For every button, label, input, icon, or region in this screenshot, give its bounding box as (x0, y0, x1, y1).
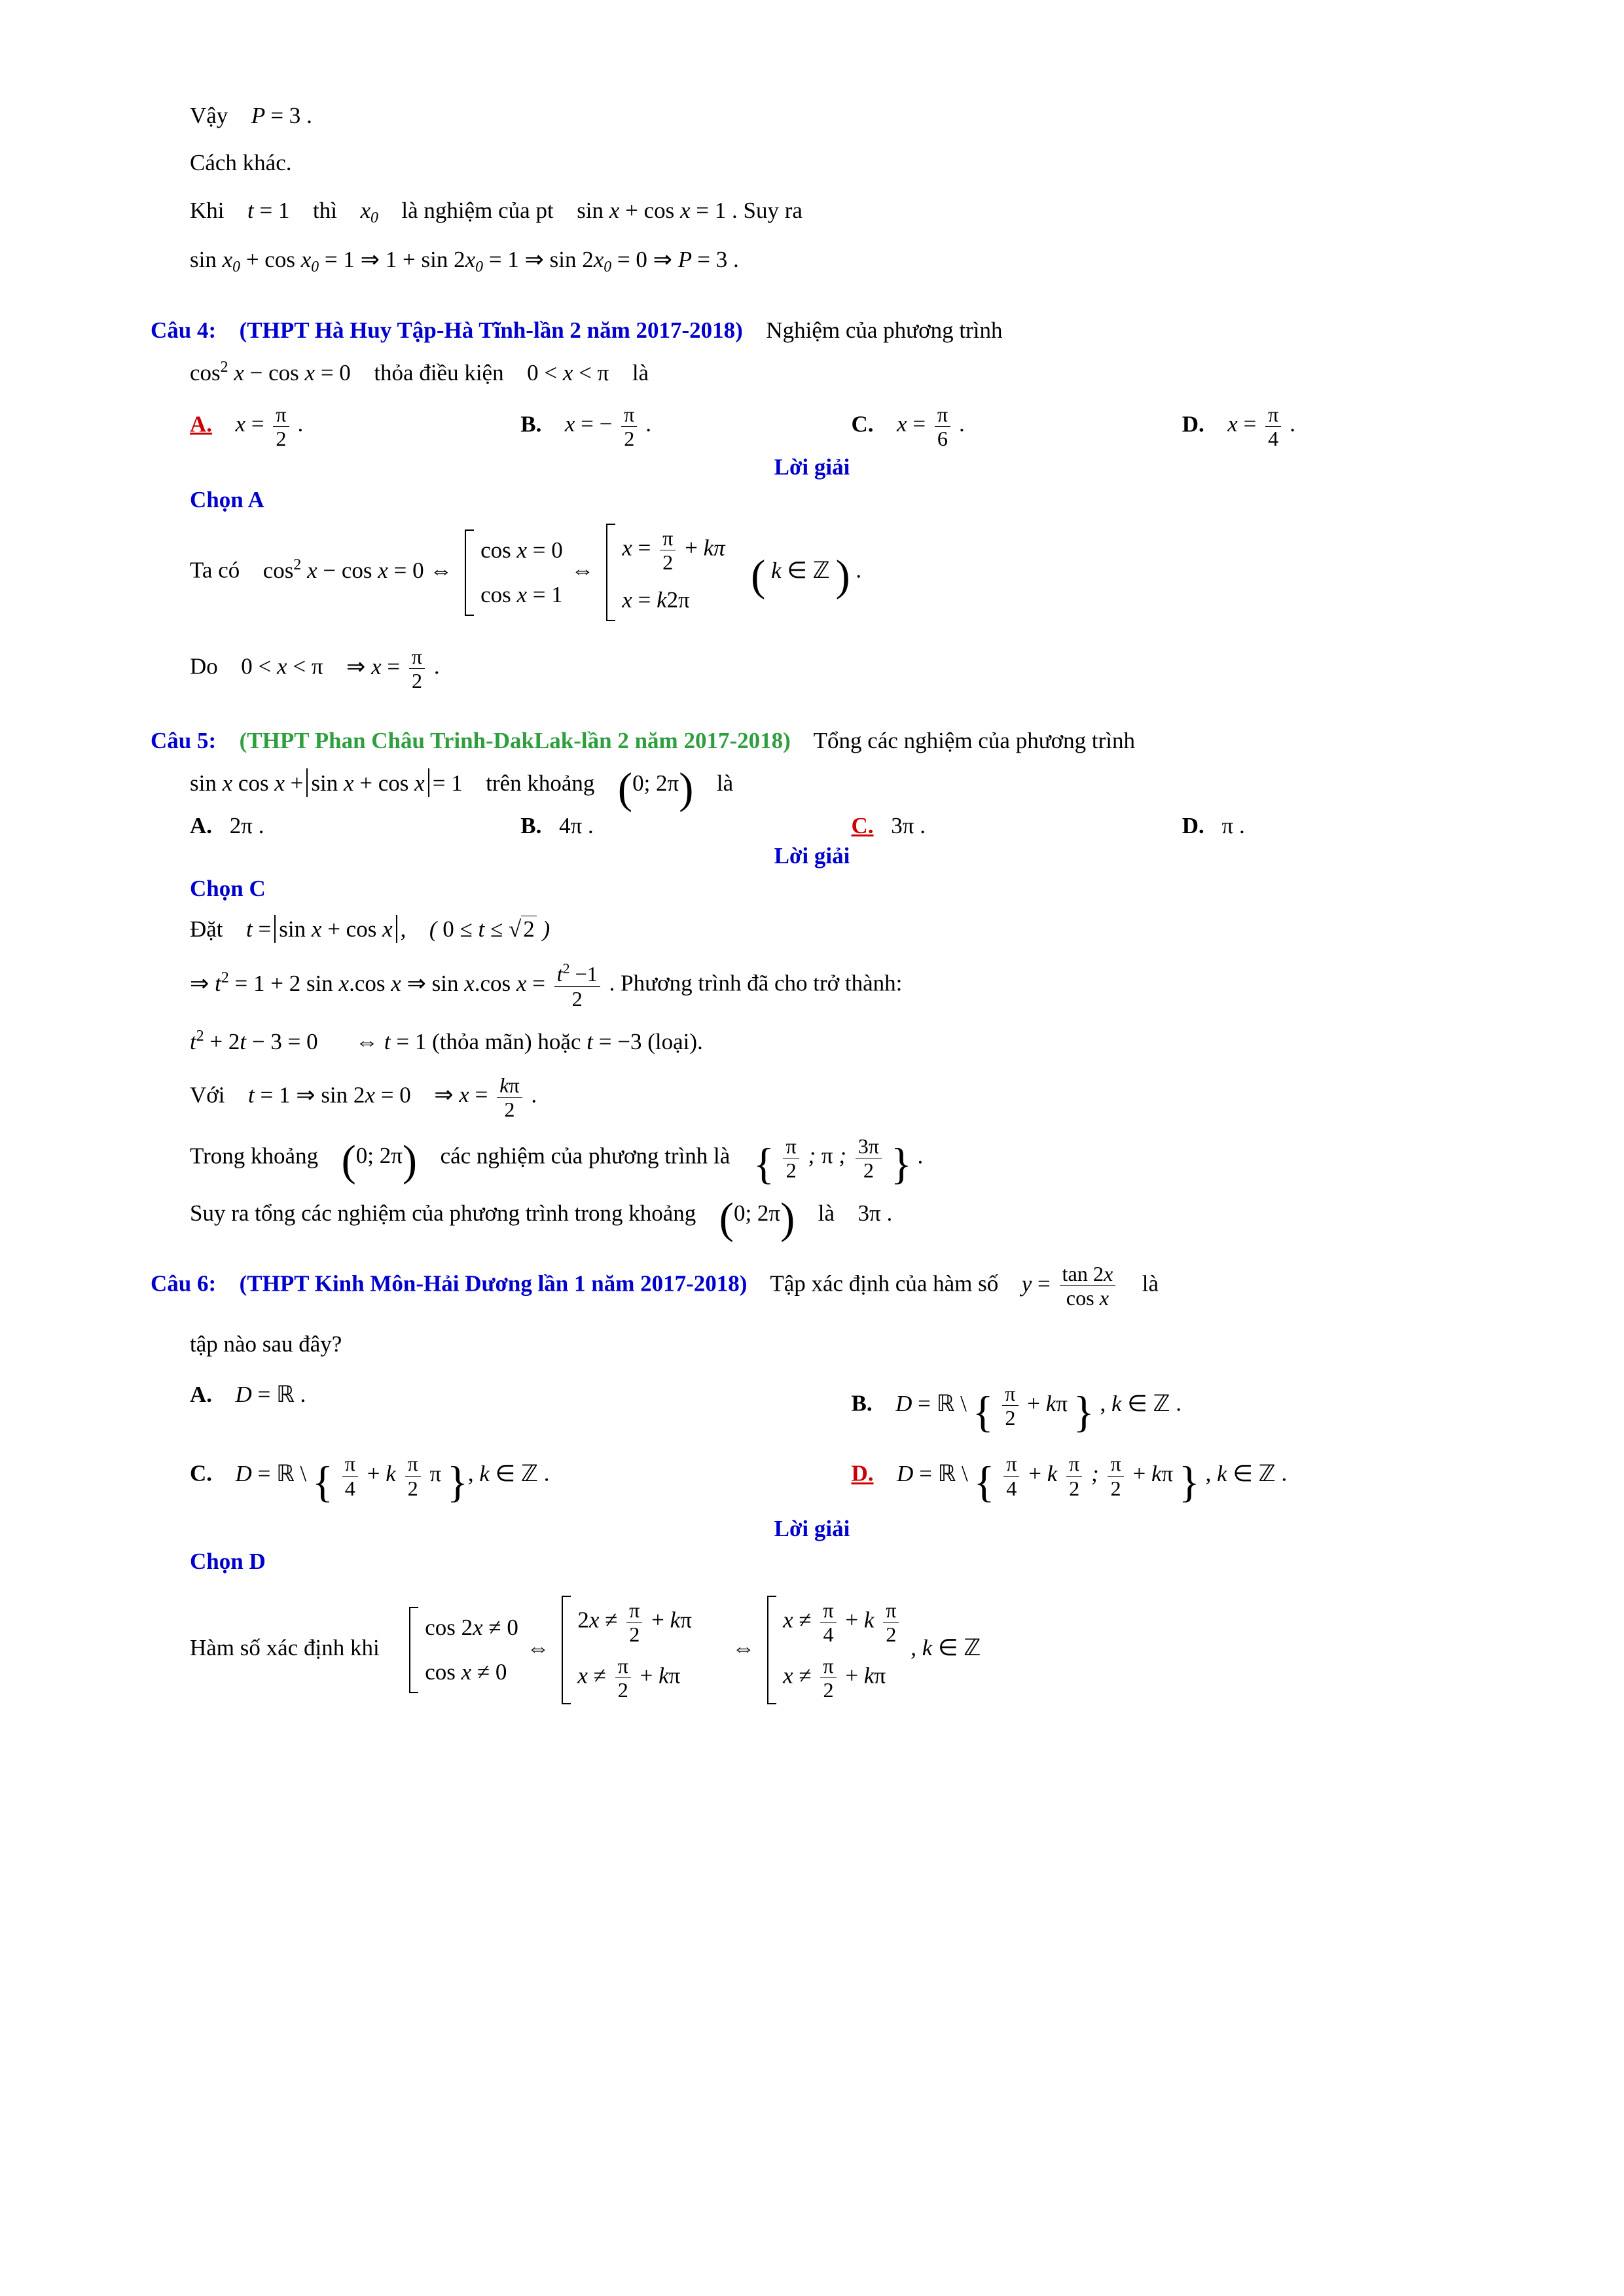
choice-4-c-letter: C. (851, 411, 874, 437)
question-5-solution-line-5: Trong khoảng (0; 2π) các nghiệm của phương trình là { $\frac{\pi}{2}$ ; π ; $\frac{3\pi}{2}$ } . (190, 1134, 924, 1189)
question-4-source: (THPT Hà Huy Tập-Hà Tĩnh-lần 2 năm 2017-2018) (239, 317, 743, 343)
question-6-stem-tail: Tập xác định của hàm số (770, 1270, 999, 1297)
choice-4-b[interactable] (520, 403, 851, 450)
choice-5-b[interactable]: B. 4π . (520, 813, 594, 839)
question-4-stem-tail: Nghiệm của phương trình (766, 317, 1003, 343)
choice-4-c[interactable] (852, 403, 1182, 450)
top-line-3 (190, 193, 1473, 230)
question-6-header (151, 1262, 1473, 1310)
question-5-interval-text: trên khoảng (486, 770, 595, 797)
question-5-stem-line2 (190, 764, 1473, 813)
top-line-4: $\sin x_0 + \cos x_0 = 1$ ⇒ $1 + \sin 2x_0 = 1$ ⇒ $\sin 2x_0 = 0$ ⇒ P = 3 . (190, 246, 739, 276)
question-6-label: Câu 6: (151, 1270, 217, 1297)
question-4-equation: $\cos^2 x - \cos x = 0$ (190, 358, 351, 386)
question-5-stem-tail: Tổng các nghiệm của phương trình (813, 728, 1136, 754)
choice-5-a[interactable]: A. 2π . (190, 813, 264, 839)
question-4-header (151, 312, 1473, 349)
question-4-choices (190, 403, 1513, 450)
choice-5-d-letter: D. (1182, 813, 1204, 839)
choice-4-c-value: x = $\frac{\pi}{6}$ . (897, 402, 965, 450)
question-4-loigiai: Lời giải (774, 454, 850, 480)
question-5-interval: (0; 2π) (617, 764, 694, 813)
question-4-stem-line2 (190, 355, 1473, 391)
question-6-solution-line (190, 1594, 1473, 1706)
choice-6-c-letter: C. (190, 1461, 213, 1487)
question-4-system-2: x = $\frac{\pi}{2}$ + kπ x = k2π (602, 522, 725, 622)
question-6-stem-line2: tập nào sau đây? (190, 1331, 342, 1357)
choice-4-a-letter: A. (190, 411, 213, 437)
question-4-condition: 0 < x < π (527, 359, 609, 386)
top-line-3-d: . Suy ra (732, 197, 803, 223)
question-5-sol5-b: các nghiệm của phương trình là (440, 1143, 731, 1169)
choice-4-b-value: x = − $\frac{\pi}{2}$ . (564, 402, 652, 450)
choice-6-a[interactable]: A. D = ℝ . (190, 1382, 306, 1408)
top-line-3-c: là nghiệm của pt (401, 197, 554, 223)
question-4-chon: Chọn A (190, 486, 264, 512)
choice-4-d-value: x = $\frac{\pi}{4}$ . (1227, 402, 1296, 450)
top-line-1: Vậy P = 3 . (190, 103, 312, 128)
question-6-arrow-2: ⇔ (732, 1634, 755, 1660)
question-5-solution-line-4: Với t = 1 ⇒ sin 2x = 0 ⇒ x = $\frac{k\pi}{2}$ . (190, 1073, 537, 1121)
choice-6-b-letter: B. (851, 1390, 873, 1416)
question-6-la: là (1142, 1270, 1159, 1297)
question-5-sol6-a: Suy ra tổng các nghiệm của phương trình trong khoảng (190, 1200, 696, 1226)
choice-6-d-letter: D. (851, 1461, 874, 1487)
question-6-system-3: x ≠ $\frac{\pi}{4}$ + k $\frac{\pi}{2}$ x ≠ $\frac{\pi}{2}$ + kπ (763, 1594, 902, 1706)
top-line-3-b: thì (312, 197, 337, 223)
choice-6-a-letter: A. (190, 1382, 213, 1408)
choice-5-c-letter: C. (851, 813, 874, 839)
question-5-sol5-a: Trong khoảng (190, 1143, 319, 1169)
question-5-la: là (716, 770, 734, 797)
question-6-choices-row-1 (190, 1382, 1513, 1437)
choice-5-c[interactable]: C. 3π . (851, 813, 926, 839)
choice-4-d[interactable] (1182, 403, 1513, 450)
question-5-solution-line-6: Suy ra tổng các nghiệm của phương trình trong khoảng (0; 2π) là 3π . (190, 1194, 893, 1243)
question-5-sol2-tail: . Phương trình đã cho trở thành: (609, 971, 903, 997)
choice-6-c[interactable]: C. D = ℝ \ { $\frac{\pi}{4}$ + k $\frac{\pi}{2}$ π }, k ∈ ℤ . (190, 1452, 550, 1507)
question-6-sol-prefix: Hàm số xác định khi (190, 1634, 380, 1660)
question-4-k-in-z: ( k ∈ ℤ ) (751, 552, 850, 600)
question-6-system-1: cos 2x ≠ 0 cos x ≠ 0 (405, 1605, 518, 1695)
question-5-label: Câu 5: (151, 728, 217, 754)
question-4-label: Câu 4: (151, 317, 217, 343)
question-5-header (151, 723, 1473, 759)
top-line-2: Cách khác. (190, 150, 292, 176)
question-5-sol6-b: là (818, 1200, 835, 1226)
question-6-choices-row-2 (190, 1452, 1513, 1507)
top-line-3-x0: $x_0$ (360, 197, 378, 226)
top-line-3-t: t = 1 (247, 197, 290, 223)
top-line-1-math: P = 3 (251, 103, 301, 128)
choice-4-d-letter: D. (1182, 411, 1204, 437)
question-6-system-3-tail: , k ∈ ℤ (911, 1634, 981, 1661)
question-5-loigiai: Lời giải (774, 843, 850, 869)
question-5-solution-line-2: ⇒ $t^2 = 1 + 2$ sin x.cos x ⇒ sin x.cos x = $\frac{t^2 -1}{2}$ . Phương trình đã cho trở thành: (190, 960, 903, 1011)
question-5-choices (190, 813, 1513, 839)
top-line-3-a: Khi (190, 197, 225, 223)
choice-4-b-letter: B. (520, 411, 542, 437)
question-5-source: (THPT Phan Châu Trinh-DakLak-lần 2 năm 2017-2018) (239, 728, 791, 754)
choice-5-b-letter: B. (520, 813, 542, 839)
question-5-equation: sin x cos x + sin x + cos x = 1 (190, 770, 463, 796)
choice-5-d[interactable]: D. π . (1182, 813, 1245, 839)
question-4-solution-line-2: Do 0 < x < π ⇒ x = $\frac{\pi}{2}$ . (190, 645, 440, 693)
question-4-sol-prefix: Ta có (190, 557, 240, 583)
question-4-system-1: cos x = 0 cos x = 1 (461, 528, 563, 617)
question-6-arrow-1: ⇔ (526, 1634, 550, 1660)
question-5-solution-line-1: Đặt t = sin x + cos x , ( 0 ≤ t ≤ √2 ) (190, 911, 1473, 948)
question-5-solution-line-3: $t^2 + 2t - 3 = 0$ ⇔ t = 1 (thỏa mãn) hoặc t = −3 (loại). (190, 1027, 703, 1054)
question-5-dat: Đặt (190, 916, 223, 942)
choice-4-a-value: x = $\frac{\pi}{2}$ . (235, 402, 304, 450)
question-4-condition-text: thỏa điều kiện (374, 359, 504, 386)
question-4-solution-line-1: Ta có $\cos^2 x - \cos x = 0$ ⇔ cos x = 0 cos x = 1 ⇔ x = $\frac{\pi}{2}$ + kπ x = k2π ( k ∈ ℤ ) . (190, 522, 1473, 622)
top-line-1-prefix: Vậy (190, 103, 228, 128)
question-5-chon: Chọn C (190, 876, 266, 902)
top-line-3-eq: sin x + cos x = 1 (577, 197, 727, 223)
question-6-source: (THPT Kinh Môn-Hải Dương lần 1 năm 2017-2018) (239, 1270, 748, 1297)
question-6-loigiai: Lời giải (774, 1515, 850, 1541)
question-6-system-2: 2x ≠ $\frac{\pi}{2}$ + kπ x ≠ $\frac{\pi}{2}$ + kπ (558, 1594, 692, 1706)
question-6-chon: Chọn D (190, 1548, 266, 1574)
choice-5-a-letter: A. (190, 813, 213, 839)
question-4-la: là (632, 359, 649, 386)
choice-4-a[interactable] (190, 403, 520, 450)
choice-6-d[interactable]: D. D = ℝ \ { $\frac{\pi}{4}$ + k $\frac{\pi}{2}$ ; $\frac{\pi}{2}$ + kπ } , k ∈ ℤ . (851, 1452, 1288, 1507)
question-6-function: y = $\frac{\tan 2x}{\text{cos x}}$ (1022, 1271, 1119, 1297)
choice-6-b[interactable]: B. D = ℝ \ { $\frac{\pi}{2}$ + kπ } , k ∈ ℤ . (851, 1382, 1182, 1437)
question-5-solution-set: { $\frac{\pi}{2}$ ; π ; $\frac{3\pi}{2}$ } (753, 1134, 912, 1189)
